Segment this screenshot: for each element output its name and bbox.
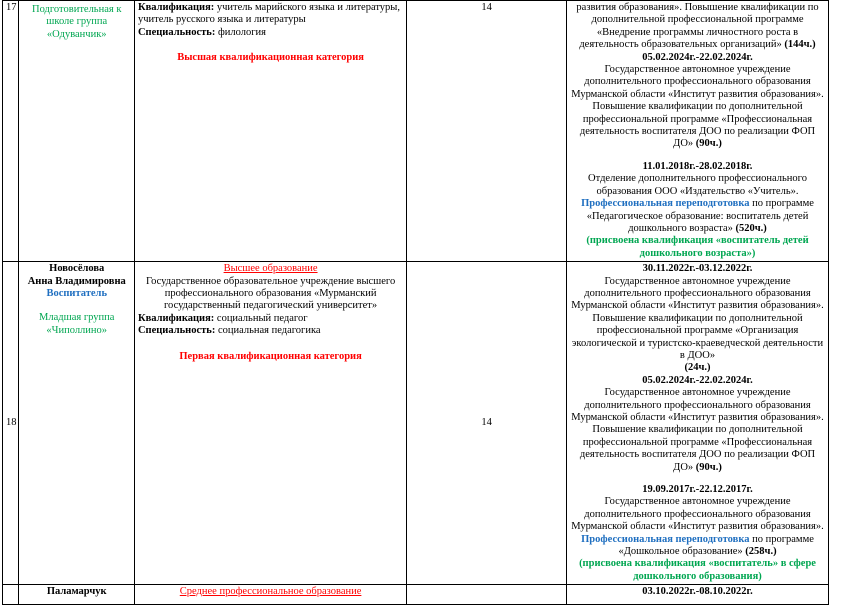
course-dates: 05.02.2024г.-22.02.2024г. (642, 374, 753, 386)
course-entry: Отделение дополнительного профессионального образования ООО «Издательство «Учитель». Профессиональная переподготовка по программе «Педагогическое образование: воспитатель детей дошкольного возраста» (520ч.) (581, 173, 814, 234)
table-row (3, 585, 829, 605)
employee-surname: Паламарчук (46, 586, 107, 598)
education-level: Среднее профессиональное образование (179, 586, 362, 598)
courses-cell (567, 1, 829, 262)
assigned-qualification: (присвоена квалификация «воспитатель детей дошкольного возраста») (586, 235, 809, 259)
course-dates: 05.02.2024г.-22.02.2024г. (642, 51, 753, 63)
row-number (3, 1, 19, 262)
experience-value: 14 (481, 2, 492, 13)
course-dates: 03.10.2022г.-08.10.2022г. (642, 586, 753, 598)
course-dates: 19.09.2017г.-22.12.2017г. (642, 484, 753, 496)
category-badge: Первая квалификационная категория (179, 350, 362, 362)
employee-cell (19, 585, 134, 605)
row-number (3, 585, 19, 605)
course-entry: Государственное автономное учреждение дополнительного профессионального образования Мурманской области «Институт развития образования». Повышение квалификации по дополнительной профессиональной программе «Организация экологической и туристско-краеведческой деятельности в ДОО» (571, 275, 824, 361)
experience-cell (407, 585, 567, 605)
experience-cell (407, 262, 567, 585)
group-name: Подготовительная к школе группа «Одуванчик» (32, 4, 122, 40)
courses-cell (567, 262, 829, 585)
experience-value: 14 (481, 417, 492, 428)
course-entry: Государственное автономное учреждение дополнительного профессионального образования Мурманской области «Институт развития образования». Профессиональная переподготовка по программе «Дошкольное образование» (258ч.) (571, 496, 824, 558)
qualification: Квалификация: социальный педагог (137, 312, 308, 324)
group-name: Младшая группа «Чиполлино» (39, 312, 115, 336)
staff-table (2, 0, 829, 605)
course-entry: развития образования». Повышение квалификации по дополнительной профессиональной программе «Внедрение программы личностного роста в деятельность образовательных организаций» (144ч.) (576, 2, 819, 51)
employee-surname: Новосёлова (49, 263, 105, 275)
courses-cell (567, 585, 829, 605)
education-cell (134, 1, 406, 262)
employee-cell (19, 262, 134, 585)
speciality: Специальность: филология (137, 26, 266, 38)
table-row (3, 262, 829, 585)
education-cell (134, 585, 406, 605)
education-institution: Государственное образовательное учреждение высшего профессионального образования «Мурманский государственный педагогический университет» (145, 275, 396, 312)
qualification: Квалификация: учитель марийского языка и литературы, учитель русского языка и литературы (137, 2, 400, 26)
course-dates: 11.01.2018г.-28.02.2018г. (642, 160, 753, 172)
course-entry: Государственное автономное учреждение дополнительного профессионального образования Мурманской области «Институт развития образования». Повышение квалификации по дополнительной профессиональной программе «Профессиональная деятельность воспитателя ДОО по реализации ФОП ДО» (90ч.) (571, 387, 824, 473)
row-number-text: 18 (6, 417, 17, 428)
category-badge: Высшая квалификационная категория (177, 52, 364, 64)
employee-given-name: Анна Владимировна (27, 275, 126, 287)
row-number-text: 17 (6, 2, 17, 13)
employee-cell (19, 1, 134, 262)
course-hours: (24ч.) (684, 362, 711, 374)
course-dates: 30.11.2022г.-03.12.2022г. (642, 263, 753, 275)
course-entry: Государственное автономное учреждение дополнительного профессионального образования Мурманской области «Институт развития образования». Повышение квалификации по дополнительной профессиональной программе «Профессиональная деятельность воспитателя ДОО по реализации ФОП ДО» (90ч.) (571, 64, 824, 150)
education-cell (134, 262, 406, 585)
speciality: Специальность: социальная педагогика (137, 325, 321, 337)
assigned-qualification: (присвоена квалификация «воспитатель» в сфере дошкольного образования) (579, 558, 816, 582)
table-row (3, 1, 829, 262)
employee-position: Воспитатель (46, 287, 107, 299)
row-number (3, 262, 19, 585)
experience-cell (407, 1, 567, 262)
education-level: Высшее образование (223, 263, 318, 275)
